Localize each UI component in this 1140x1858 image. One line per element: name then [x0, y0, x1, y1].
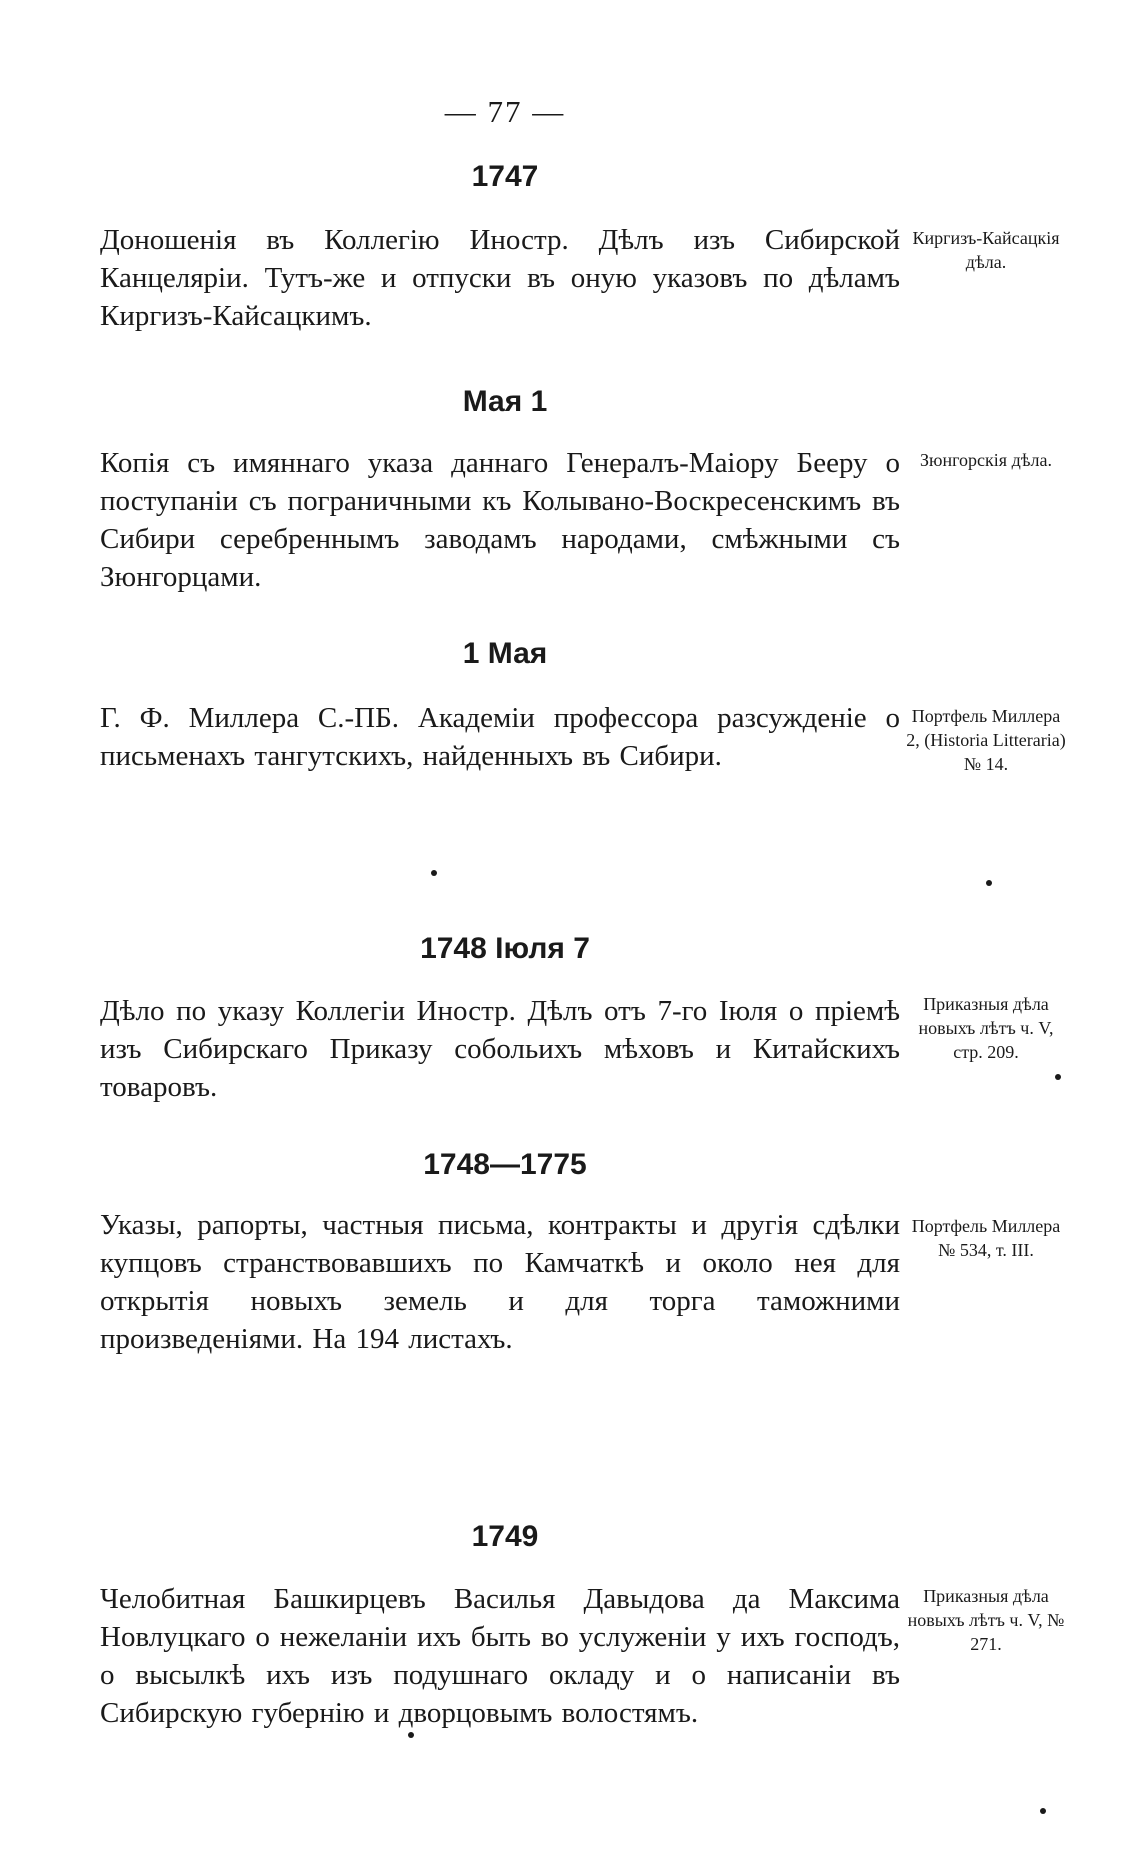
- ink-speck: [408, 1732, 414, 1738]
- ink-speck: [1055, 1074, 1061, 1080]
- entry-text-1747: Доношенія въ Коллегію Иностр. Дѣлъ изъ Сибирской Канцеляріи. Тутъ-же и отпуски въ оную указовъ по дѣламъ Киргизъ-Кайсацкимъ.: [100, 224, 900, 332]
- margin-note-1747: Киргизъ-Кайсацкія дѣла.: [912, 228, 1060, 272]
- entry-heading-1749: 1749: [471, 1520, 539, 1553]
- entry-text-1-may: Г. Ф. Миллера С.-ПБ. Академіи профессора разсужденіе о письменахъ тангутскихъ, найденныхъ въ Сибири.: [100, 702, 900, 772]
- ink-speck: [986, 880, 992, 886]
- margin-note-1-may: Портфель Миллера 2, (Historia Litteraria) № 14.: [906, 706, 1066, 774]
- entry-heading-1748-1775: 1748—1775: [423, 1148, 587, 1181]
- margin-note-may-1: Зюнгорскія дѣла.: [920, 450, 1052, 470]
- entry-text-1749: Челобитная Башкирцевъ Василья Давыдова да Максима Новлуцкаго о нежеланіи ихъ быть во услуженіи у ихъ господъ, о высылкѣ ихъ изъ подушнаго окладу и о написаніи въ Сибирскую губернію и дворцовымъ волостямъ.: [100, 1583, 900, 1729]
- entry-heading-1747: 1747: [471, 160, 539, 193]
- ink-speck: [1040, 1808, 1046, 1814]
- entry-text-1748-july-7: Дѣло по указу Коллегіи Иностр. Дѣлъ отъ 7-го Іюля о пріемѣ изъ Сибирскаго Приказу собольихъ мѣховъ и Китайскихъ товаровъ.: [100, 995, 900, 1103]
- entry-heading-may-1: Мая 1: [462, 385, 548, 418]
- entry-text-may-1: Копія съ имяннаго указа даннаго Генералъ-Маіору Бееру о поступаніи съ пограничными къ Колывано-Воскресенскимъ въ Сибири серебреннымъ заводамъ народами, смѣжными съ Зюнгорцами.: [100, 447, 900, 593]
- entry-heading-1748-july-7: 1748 Іюля 7: [420, 932, 590, 965]
- ink-speck: [431, 870, 437, 876]
- margin-note-1748-july-7: Приказныя дѣла новыхъ лѣтъ ч. V, стр. 209.: [918, 994, 1054, 1062]
- page-number: — 77 —: [444, 94, 566, 129]
- entry-heading-1-may: 1 Мая: [462, 637, 548, 670]
- margin-note-1749: Приказныя дѣла новыхъ лѣтъ ч. V, № 271.: [907, 1586, 1065, 1654]
- entry-text-1748-1775: Указы, рапорты, частныя письма, контракты и другія сдѣлки купцовъ странствовавшихъ по Камчаткѣ и около нея для открытія новыхъ земель и для торга таможними произведеніями. На 194 листахъ.: [100, 1209, 900, 1355]
- margin-note-1748-1775: Портфель Миллера № 534, т. III.: [911, 1216, 1061, 1260]
